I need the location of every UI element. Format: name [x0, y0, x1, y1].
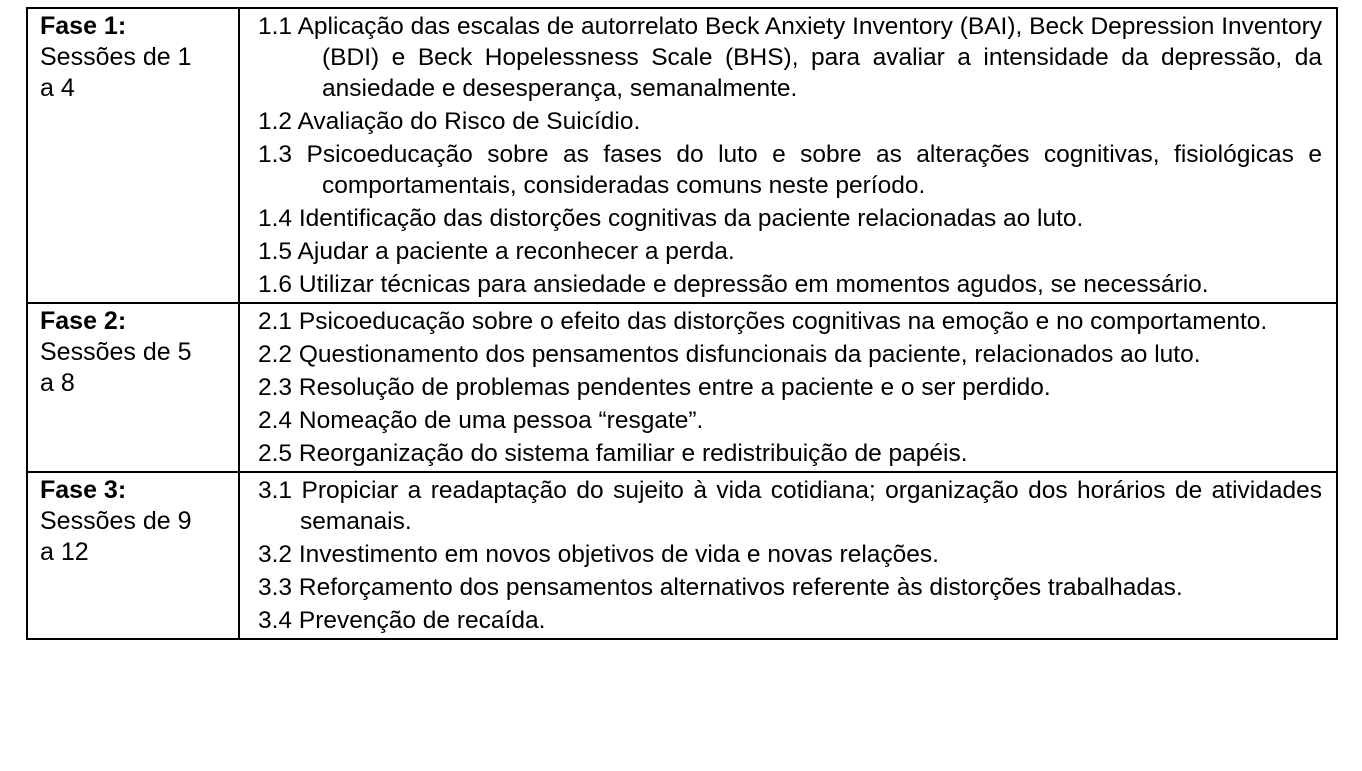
- item-text: Psicoeducação sobre as fases do luto e sobre as alterações cognitivas, fisiológicas e comportamentais, consideradas comuns neste período.: [306, 141, 1322, 199]
- item-number: 1.6: [258, 271, 293, 298]
- list-item: [258, 236, 1322, 267]
- item-number: 3.1: [258, 477, 293, 504]
- item-number: 1.2: [258, 108, 293, 135]
- item-text: Resolução de problemas pendentes entre a paciente e o ser perdido.: [298, 374, 1051, 401]
- list-item: [258, 405, 1322, 436]
- item-text: Reorganização do sistema familiar e redistribuição de papéis.: [298, 440, 968, 467]
- item-number: 1.3: [258, 141, 293, 168]
- phase-items-cell: [239, 8, 1337, 303]
- phase-title: Fase 3:: [40, 476, 127, 504]
- item-text: Questionamento dos pensamentos disfuncionais da paciente, relacionados ao luto.: [298, 341, 1201, 368]
- item-number: 2.5: [258, 440, 293, 467]
- phase-label-cell: [27, 303, 239, 472]
- item-text: Avaliação do Risco de Suicídio.: [297, 108, 641, 135]
- phase-title: Fase 2:: [40, 307, 127, 335]
- treatment-protocol-table: [26, 7, 1338, 640]
- item-text: Aplicação das escalas de autorrelato Beck Anxiety Inventory (BAI), Beck Depression Inventory (BDI) e Beck Hopelessness Scale (BHS), para avaliar a intensidade da depressão, da ansiedade e desesperança, semanalmente.: [297, 13, 1322, 102]
- list-item: [258, 11, 1322, 104]
- list-item: [258, 372, 1322, 403]
- item-number: 1.4: [258, 205, 293, 232]
- item-text: Psicoeducação sobre o efeito das distorções cognitivas na emoção e no comportamento.: [298, 308, 1268, 335]
- item-number: 2.4: [258, 407, 293, 434]
- phase-title: Fase 1:: [40, 12, 127, 40]
- item-text: Propiciar a readaptação do sujeito à vida cotidiana; organização dos horários de atividades semanais.: [300, 477, 1322, 535]
- phase-sessions: Sessões de 9 a 12: [40, 507, 192, 566]
- list-item: [258, 539, 1322, 570]
- item-number: 1.1: [258, 13, 293, 40]
- item-number: 3.4: [258, 607, 293, 634]
- list-item: [258, 306, 1322, 337]
- list-item: [258, 339, 1322, 370]
- list-item: [258, 438, 1322, 469]
- list-item: [258, 269, 1322, 300]
- item-number: 3.2: [258, 541, 293, 568]
- phase-row: [27, 303, 1337, 472]
- item-text: Reforçamento dos pensamentos alternativos referente às distorções trabalhadas.: [298, 574, 1183, 601]
- list-item: [258, 572, 1322, 603]
- phase-sessions: Sessões de 1 a 4: [40, 43, 192, 102]
- item-text: Investimento em novos objetivos de vida e novas relações.: [298, 541, 939, 568]
- list-item: [258, 106, 1322, 137]
- list-item: [258, 139, 1322, 201]
- phase-items-cell: [239, 472, 1337, 639]
- phase-row: [27, 472, 1337, 639]
- list-item: [258, 605, 1322, 636]
- item-number: 2.3: [258, 374, 293, 401]
- item-number: 2.1: [258, 308, 293, 335]
- phase-label-cell: [27, 472, 239, 639]
- item-text: Ajudar a paciente a reconhecer a perda.: [297, 238, 735, 265]
- item-text: Nomeação de uma pessoa “resgate”.: [298, 407, 704, 434]
- phase-label-cell: [27, 8, 239, 303]
- list-item: [258, 475, 1322, 537]
- phase-row: [27, 8, 1337, 303]
- phase-sessions: Sessões de 5 a 8: [40, 338, 192, 397]
- item-text: Identificação das distorções cognitivas da paciente relacionadas ao luto.: [298, 205, 1084, 232]
- list-item: [258, 203, 1322, 234]
- item-number: 2.2: [258, 341, 293, 368]
- item-number: 3.3: [258, 574, 293, 601]
- item-text: Utilizar técnicas para ansiedade e depressão em momentos agudos, se necessário.: [298, 271, 1209, 298]
- item-text: Prevenção de recaída.: [298, 607, 546, 634]
- phase-items-cell: [239, 303, 1337, 472]
- item-number: 1.5: [258, 238, 293, 265]
